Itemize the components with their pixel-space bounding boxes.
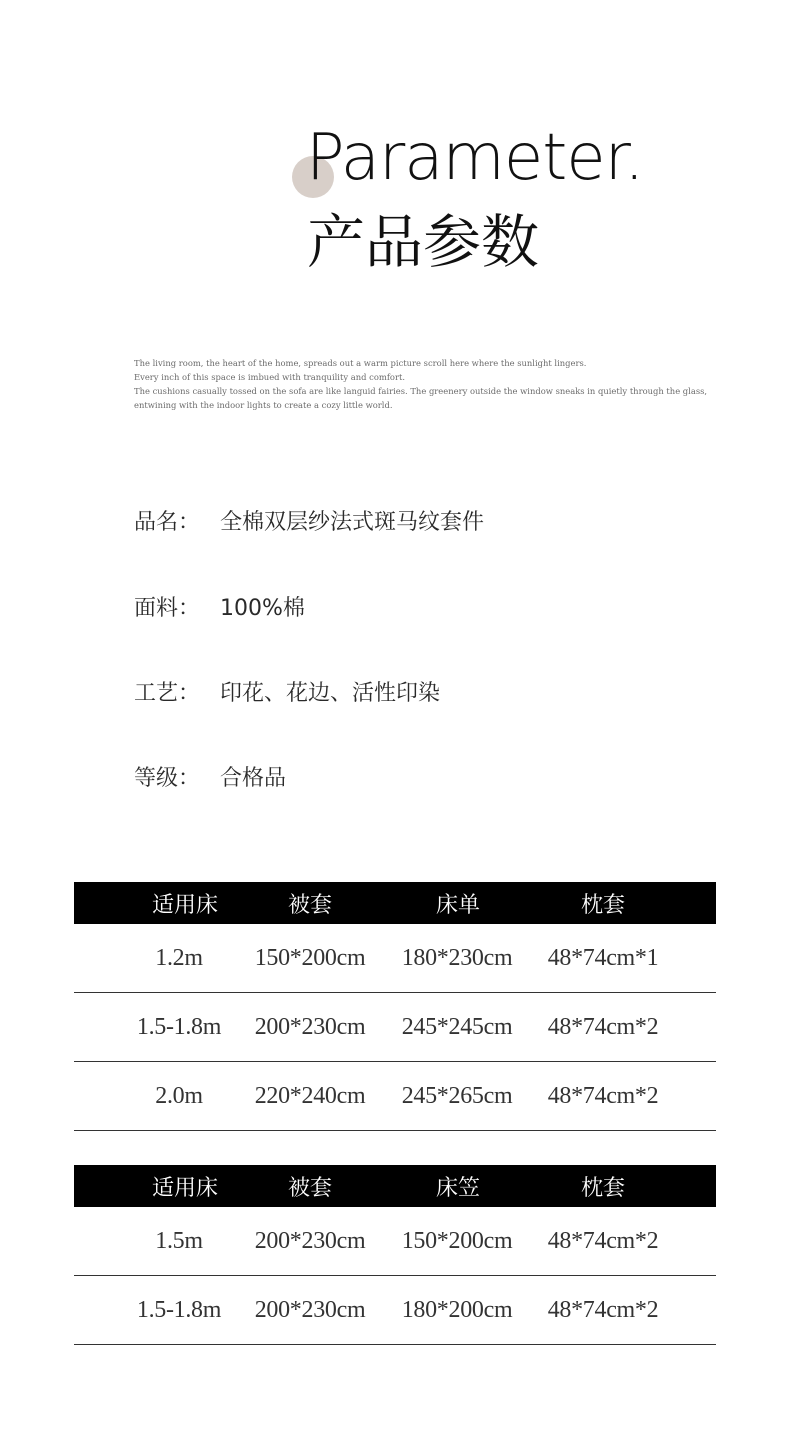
table-cell: 220*240cm	[254, 1082, 366, 1109]
table-header-cell: 枕套	[580, 1175, 626, 1201]
table-cell: 180*200cm	[401, 1296, 513, 1323]
intro-line: Every inch of this space is imbued with tranquility and comfort.	[134, 372, 406, 382]
table-cell: 1.5-1.8m	[136, 1296, 222, 1323]
table-header-cell: 床单	[435, 892, 481, 918]
param-row-grade	[134, 761, 286, 792]
table-cell: 200*230cm	[254, 1296, 366, 1323]
table-header-cell: 被套	[287, 892, 333, 918]
table-row	[74, 1276, 716, 1345]
table-header	[74, 1165, 716, 1207]
param-value: 合格品	[220, 766, 287, 791]
table-cell: 48*74cm*2	[547, 1082, 659, 1109]
table-row	[74, 1062, 716, 1131]
table-row	[74, 924, 716, 993]
table-header	[74, 882, 716, 924]
table-cell: 1.5-1.8m	[136, 1013, 222, 1040]
param-value: 印花、花边、活性印染	[220, 681, 441, 706]
size-table-sheet	[74, 882, 716, 1131]
table-header-cell: 枕套	[580, 892, 626, 918]
intro-line: entwining with the indoor lights to create a cozy little world.	[134, 400, 393, 410]
table-header-cell: 适用床	[151, 892, 219, 918]
param-value: 100%棉	[220, 596, 305, 621]
table-cell: 48*74cm*1	[547, 944, 659, 971]
table-header-cell: 被套	[287, 1175, 333, 1201]
table-cell: 48*74cm*2	[547, 1013, 659, 1040]
param-label: 等级：	[134, 766, 201, 791]
size-table-fitted	[74, 1165, 716, 1345]
param-row-fabric	[134, 591, 305, 622]
table-cell: 150*200cm	[401, 1227, 513, 1254]
param-label: 品名：	[134, 510, 201, 535]
table-cell: 180*230cm	[401, 944, 513, 971]
intro-paragraph	[134, 356, 708, 412]
intro-line: The cushions casually tossed on the sofa are like languid fairies. The greenery outside the window sneaks in quietly through the glass,	[134, 386, 708, 396]
page-title-chinese: 产品参数	[307, 208, 540, 276]
table-cell: 1.5m	[155, 1227, 203, 1254]
table-header-cell: 适用床	[151, 1175, 219, 1201]
table-row	[74, 1207, 716, 1276]
intro-line: The living room, the heart of the home, spreads out a warm picture scroll here where the sunlight lingers.	[134, 358, 587, 368]
table-cell: 1.2m	[155, 944, 203, 971]
table-cell: 48*74cm*2	[547, 1227, 659, 1254]
page-title-english: Parameter.	[306, 121, 644, 195]
param-label: 面料：	[134, 596, 201, 621]
table-cell: 200*230cm	[254, 1227, 366, 1254]
table-cell: 245*265cm	[401, 1082, 513, 1109]
param-value: 全棉双层纱法式斑马纹套件	[220, 510, 485, 535]
table-cell: 245*245cm	[401, 1013, 513, 1040]
param-row-name	[134, 505, 484, 536]
table-header-cell: 床笠	[435, 1175, 481, 1201]
table-cell: 48*74cm*2	[547, 1296, 659, 1323]
table-cell: 150*200cm	[254, 944, 366, 971]
table-cell: 2.0m	[155, 1082, 203, 1109]
table-row	[74, 993, 716, 1062]
param-label: 工艺：	[134, 681, 201, 706]
param-row-craft	[134, 676, 440, 707]
table-cell: 200*230cm	[254, 1013, 366, 1040]
